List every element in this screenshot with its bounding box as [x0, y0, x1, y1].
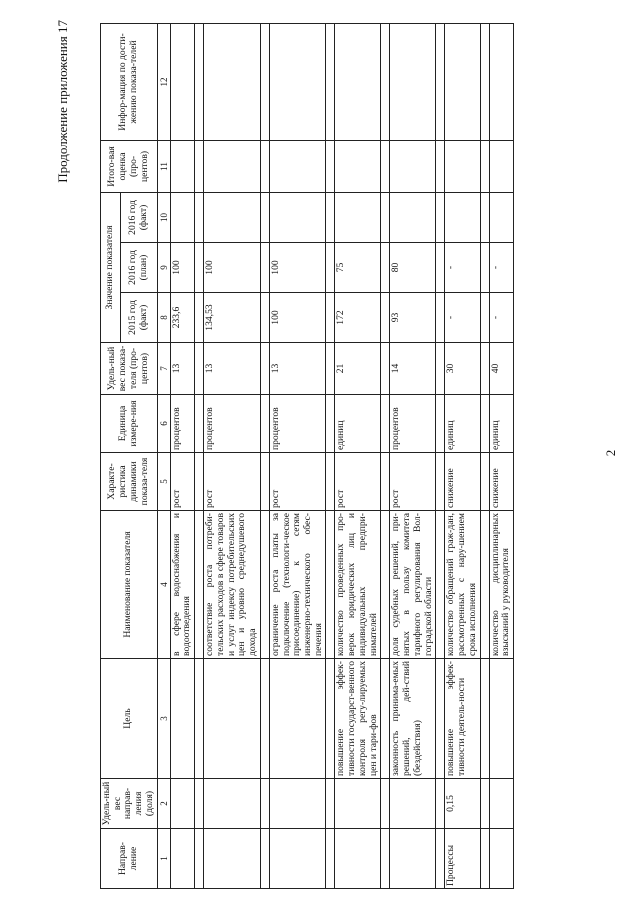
cell-total-score: [170, 140, 194, 192]
cell-achievement-info: [445, 23, 480, 140]
column-number: 8: [157, 293, 170, 343]
column-number: 3: [157, 659, 170, 779]
cell-indicator-weight: 13: [170, 343, 194, 395]
cell-2015-fact: -: [445, 293, 480, 343]
cell-dynamics: рост: [390, 453, 436, 511]
cell-achievement-info: [269, 23, 326, 140]
table-row: [335, 23, 381, 888]
column-number: 6: [157, 395, 170, 453]
cell-total-score: [204, 140, 261, 192]
cell-2016-plan: -: [445, 243, 480, 293]
column-number: 12: [157, 23, 170, 140]
cell-direction-weight: 0,15: [445, 779, 480, 829]
header-row: [101, 23, 121, 888]
cell-indicator-name: доля судебных решений, при-нятых в пользу комитета тарифного регулирования Вол-гоградской области: [390, 511, 436, 659]
cell-unit: единиц: [335, 395, 381, 453]
table-row: [489, 23, 513, 888]
header-dynamics: Характе-ристика динамики показа-теля: [101, 453, 158, 511]
header-direction: Направ-ление: [101, 829, 158, 889]
cell-indicator-name: ограничение роста платы за подключение (технологи-ческое присоединение) к сетям инженерно-технического обес-печения: [269, 511, 326, 659]
cell-achievement-info: [335, 23, 381, 140]
cell-2015-fact: 172: [335, 293, 381, 343]
cell-indicator-weight: 13: [204, 343, 261, 395]
cell-direction: Процессы: [445, 829, 480, 889]
header-achievement-info: Инфор-мация по дости-жению показа-телей: [101, 23, 158, 140]
cell-unit: процентов: [390, 395, 436, 453]
cell-2016-fact: [335, 192, 381, 242]
cell-indicator-name: количество дисциплинарных взысканий у руководителя: [489, 511, 513, 659]
cell-unit: процентов: [170, 395, 194, 453]
cell-direction-weight: [390, 779, 436, 829]
table-row: [445, 23, 480, 888]
cell-2016-plan: 80: [390, 243, 436, 293]
cell-2016-fact: [269, 192, 326, 242]
cell-dynamics: рост: [269, 453, 326, 511]
cell-indicator-name: в сфере водоснабжения и водоотведения: [170, 511, 194, 659]
header-indicator-weight: Удель-ный вес показа-теля (про-центов): [101, 343, 158, 395]
header-total-score: Итого-вая оценка (про-центов): [101, 140, 158, 192]
cell-unit: единиц: [445, 395, 480, 453]
cell-achievement-info: [489, 23, 513, 140]
cell-2016-fact: [390, 192, 436, 242]
column-number: 7: [157, 343, 170, 395]
header-2016-fact: 2016 год (факт): [121, 192, 157, 242]
cell-goal: [269, 659, 326, 779]
cell-total-score: [489, 140, 513, 192]
header-indicator-name: Наименование показателя: [101, 511, 158, 659]
cell-unit: единиц: [489, 395, 513, 453]
table-row: [204, 23, 261, 888]
column-number: 11: [157, 140, 170, 192]
cell-indicator-weight: 14: [390, 343, 436, 395]
cell-indicator-weight: 40: [489, 343, 513, 395]
cell-total-score: [335, 140, 381, 192]
cell-direction: [390, 829, 436, 889]
cell-direction: [204, 829, 261, 889]
table-row: [269, 23, 326, 888]
cell-dynamics: рост: [335, 453, 381, 511]
cell-indicator-weight: 13: [269, 343, 326, 395]
cell-direction-weight: [269, 779, 326, 829]
table-row: [170, 23, 194, 888]
column-number: 5: [157, 453, 170, 511]
header-goal: Цель: [101, 659, 158, 779]
cell-direction: [489, 829, 513, 889]
cell-2016-fact: [445, 192, 480, 242]
cell-2016-plan: -: [489, 243, 513, 293]
header-direction-weight: Удель-ный вес направ-ления (доля): [101, 779, 158, 829]
indicators-table: [100, 23, 514, 889]
header-indicator-value: Значение показателя: [101, 192, 121, 342]
cell-total-score: [445, 140, 480, 192]
cell-achievement-info: [170, 23, 194, 140]
column-number: 1: [157, 829, 170, 889]
cell-goal: повышение эффек-тивности деятель-ности: [445, 659, 480, 779]
cell-goal: законность принима-емых решений, дей-ствий (бездействия): [390, 659, 436, 779]
cell-dynamics: рост: [204, 453, 261, 511]
cell-direction: [269, 829, 326, 889]
cell-dynamics: снижение: [489, 453, 513, 511]
cell-total-score: [390, 140, 436, 192]
cell-2015-fact: 100: [269, 293, 326, 343]
cell-2016-fact: [489, 192, 513, 242]
cell-2016-plan: 75: [335, 243, 381, 293]
cell-unit: процентов: [269, 395, 326, 453]
cell-goal: [170, 659, 194, 779]
cell-direction-weight: [489, 779, 513, 829]
column-number: 4: [157, 511, 170, 659]
header-2016-plan: 2016 год (план): [121, 243, 157, 293]
cell-2015-fact: 134,53: [204, 293, 261, 343]
cell-2016-plan: 100: [204, 243, 261, 293]
cell-2015-fact: 93: [390, 293, 436, 343]
cell-dynamics: рост: [170, 453, 194, 511]
header-2015-fact: 2015 год (факт): [121, 293, 157, 343]
header-unit: Единица измере-ния: [101, 395, 158, 453]
cell-goal: [204, 659, 261, 779]
cell-achievement-info: [204, 23, 261, 140]
cell-indicator-name: количество проведенных про-верок юридических лиц и индивидуальных предпри-нимателей: [335, 511, 381, 659]
cell-indicator-weight: 21: [335, 343, 381, 395]
cell-2016-plan: 100: [170, 243, 194, 293]
cell-2015-fact: -: [489, 293, 513, 343]
cell-indicator-name: соответствие роста потреби-тельских расходов в сфере товаров и услуг индексу потребительских цен и уровню среднедушевого дохода: [204, 511, 261, 659]
cell-dynamics: снижение: [445, 453, 480, 511]
column-number: 10: [157, 192, 170, 242]
column-number: 9: [157, 243, 170, 293]
column-number: 2: [157, 779, 170, 829]
cell-2015-fact: 233,6: [170, 293, 194, 343]
cell-indicator-weight: 30: [445, 343, 480, 395]
column-number-row: [157, 23, 170, 888]
cell-total-score: [269, 140, 326, 192]
cell-indicator-name: количество обращений граж-дан, рассмотренных с нару-шением срока исполнения: [445, 511, 480, 659]
cell-2016-fact: [170, 192, 194, 242]
table-row: [390, 23, 436, 888]
cell-2016-plan: 100: [269, 243, 326, 293]
cell-achievement-info: [390, 23, 436, 140]
cell-direction-weight: [170, 779, 194, 829]
continuation-note: Продолжение приложения 17: [55, 20, 70, 183]
cell-direction: [170, 829, 194, 889]
cell-2016-fact: [204, 192, 261, 242]
cell-unit: процентов: [204, 395, 261, 453]
cell-goal: [489, 659, 513, 779]
cell-direction-weight: [204, 779, 261, 829]
cell-direction: [335, 829, 381, 889]
cell-direction-weight: [335, 779, 381, 829]
cell-goal: повышение эффек-тивности государст-венного контроля регу-лируемых цен и тари-фов: [335, 659, 381, 779]
page-number: 2: [603, 449, 618, 457]
